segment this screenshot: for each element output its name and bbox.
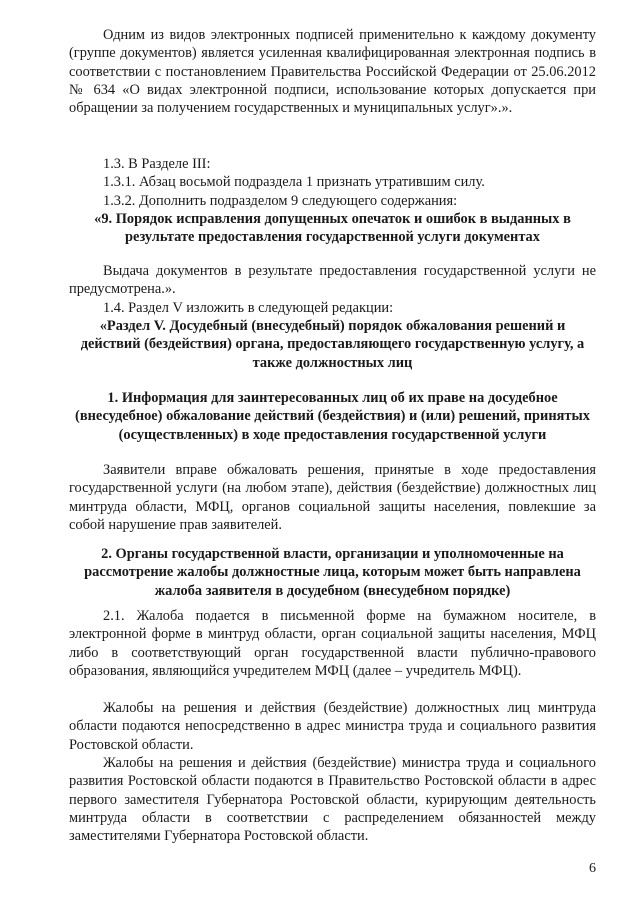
heading-subsection-9: «9. Порядок исправления допущенных опечаток и ошибок в выданных в результате предоставления государственной услуги документах: [94, 211, 571, 246]
paragraph-item-1-3-2: 1.3.2. Дополнить подразделом 9 следующего содержания:: [103, 193, 458, 209]
paragraph-item-1-3-1: 1.3.1. Абзац восьмой подраздела 1 признать утратившим силу.: [103, 174, 485, 190]
paragraph-item-1-4: 1.4. Раздел V изложить в следующей редакции:: [103, 300, 394, 316]
page-number: 6: [589, 861, 596, 876]
paragraph-item-2-1: 2.1. Жалоба подается в письменной форме на бумажном носителе, в электронной форме в минтруд области, орган социальной защиты населения, МФЦ либо в соответствующий орган государственной власти публично-правового образования, являющийся учредителем МФЦ (далее – учредитель МФЦ).: [69, 608, 596, 679]
paragraph-complaints-minister: Жалобы на решения и действия (бездействие) министра труда и социального развития Ростовской области подаются в Правительство Ростовской области в адрес первого заместителя Губернатора Ростовской области, курирующим деятельность минтруда области в соответствии с распределением обязанностей между заместителями Губернатора Ростовской области.: [69, 755, 596, 845]
paragraph-item-1-3: 1.3. В Разделе III:: [103, 156, 211, 172]
paragraph-complaints-officials: Жалобы на решения и действия (бездействие) должностных лиц минтруда области подаются непосредственно в адрес министра труда и социального развития Ростовской области.: [69, 700, 596, 753]
paragraph-documents-issue: Выдача документов в результате предоставления государственной услуги не предусмотрена.».: [69, 263, 596, 298]
heading-info-for-applicants: 1. Информация для заинтересованных лиц об их праве на досудебное (внесудебное) обжалование действий (бездействия) и (или) решений, принятых (осуществленных) в ходе предоставления государственной услуги: [75, 390, 590, 443]
paragraph-signature-type: Одним из видов электронных подписей применительно к каждому документу (группе документов) является усиленная квалифицированная электронная подпись в соответствии с постановлением Правительства Российской Федерации от 25.06.2012 № 634 «О видах электронной подписи, использование которых допускается при обращении за получением государственных и муниципальных услуг».».: [69, 27, 596, 117]
heading-section-v: «Раздел V. Досудебный (внесудебный) порядок обжалования решений и действий (бездействия) органа, предоставляющего государственную услугу, а также должностных лиц: [80, 318, 585, 371]
paragraph-applicants-rights: Заявители вправе обжаловать решения, принятые в ходе предоставления государственной услуги (на любом этапе), действия (бездействие) должностных лиц минтруда области, МФЦ, органов социальной защиты населения, повлекшие за собой нарушение прав заявителей.: [69, 462, 596, 533]
heading-authorities: 2. Органы государственной власти, организации и уполномоченные на рассмотрение жалобы должностные лица, которым может быть направлена жалоба заявителя в досудебном (внесудебном порядке): [84, 546, 581, 599]
